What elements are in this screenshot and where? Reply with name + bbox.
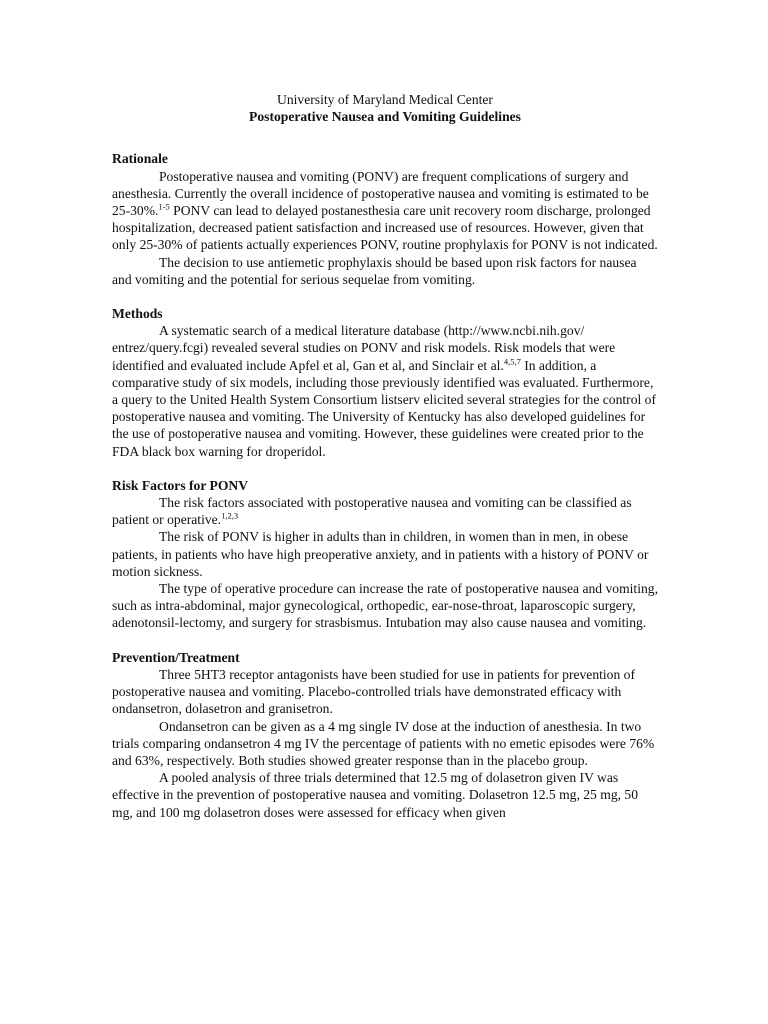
paragraph-text: A pooled analysis of three trials determined that 12.5 mg of dolasetron given IV was effective in the prevention of postoperative nausea and vomiting. Dolasetron 12.5 mg, 25 mg, 50 mg, and 100 mg dolasetron doses were assessed for efficacy when given	[112, 770, 639, 820]
institution-name: University of Maryland Medical Center	[277, 92, 493, 107]
title-spacer	[112, 125, 658, 150]
paragraph-text: Ondansetron can be given as a 4 mg single IV dose at the induction of anesthesia. In two trials comparing ondansetron 4 mg IV the percentage of patients with no emetic episodes were 76% and 63%, respectively. Both studies showed greater response than in the placebo group.	[112, 718, 655, 768]
document-title: Postoperative Nausea and Vomiting Guidelines	[249, 109, 521, 125]
section-rationale	[112, 150, 658, 288]
paragraph-text: PONV can lead to delayed postanesthesia care unit recovery room discharge, prolonged hospitalization, decreased patient satisfaction and increased use of resources. However, given that only 25-30% of patients actually experiences PONV, routine prophylaxis for PONV is not indicated.	[112, 203, 658, 253]
section-spacer	[112, 460, 658, 477]
section-heading: Rationale	[112, 151, 168, 167]
paragraph	[112, 322, 658, 460]
paragraph	[112, 580, 658, 632]
document-body	[112, 150, 658, 820]
paragraph	[112, 718, 658, 770]
paragraph	[112, 769, 658, 821]
document-page	[112, 91, 658, 821]
paragraph	[112, 528, 658, 580]
paragraph	[112, 666, 658, 718]
paragraph-text: Postoperative nausea and vomiting (PONV) are frequent complications of surgery and anesthesia. Currently the overall incidence of postoperative nausea and vomiting is estimated to be 25-30%.	[112, 168, 649, 219]
paragraph	[112, 168, 658, 254]
section-spacer	[112, 632, 658, 649]
paragraph-text: The decision to use antiemetic prophylaxis should be based upon risk factors for nausea and vomiting and the potential for serious sequelae from vomiting.	[112, 254, 637, 287]
section-prevention-treatment	[112, 649, 658, 821]
section-heading: Prevention/Treatment	[112, 649, 240, 665]
paragraph-text: The risk of PONV is higher in adults than in children, in women than in men, in obese patients, in patients who have high preoperative anxiety, and in patients with a history of PONV or motion sickness.	[112, 529, 649, 579]
section-risk-factors-for-ponv	[112, 477, 658, 632]
paragraph-text: A systematic search of a medical literature database (http://www.ncbi.nih.gov/ entrez/query.fcgi) revealed several studies on PONV and risk models. Risk models that were identified and evaluated include Apfel et al, Gan et al, and Sinclair et al.	[112, 323, 616, 373]
citation-superscript: 4,5,7	[503, 356, 521, 367]
paragraph-text: In addition, a comparative study of six models, including those previously identified was evaluated. Furthermore, a query to the United Health System Consortium listserv elicited several strategies for the control of postoperative nausea and vomiting. The University of Kentucky has also developed guidelines for the use of postoperative nausea and vomiting. However, these guidelines were created prior to the FDA black box warning for droperidol.	[112, 357, 656, 459]
section-heading: Risk Factors for PONV	[112, 477, 249, 493]
citation-superscript: 1-5	[158, 201, 170, 212]
citation-superscript: 1,2,3	[221, 510, 239, 521]
section-spacer	[112, 288, 658, 305]
paragraph	[112, 494, 658, 528]
paragraph-text: The type of operative procedure can increase the rate of postoperative nausea and vomiting, such as intra-abdominal, major gynecological, orthopedic, ear-nose-throat, laparoscopic surgery, adenotonsil-lectomy, and surgery for strasbismus. Intubation may also cause nausea and vomiting.	[112, 581, 658, 631]
paragraph-text: Three 5HT3 receptor antagonists have been studied for use in patients for prevention of postoperative nausea and vomiting. Placebo-controlled trials have demonstrated efficacy with ondansetron, dolasetron and granisetron.	[112, 666, 636, 717]
section-heading: Methods	[112, 306, 163, 322]
paragraph	[112, 254, 658, 288]
section-methods	[112, 305, 658, 460]
paragraph-text: The risk factors associated with postoperative nausea and vomiting can be classified as patient or operative.	[112, 495, 632, 528]
